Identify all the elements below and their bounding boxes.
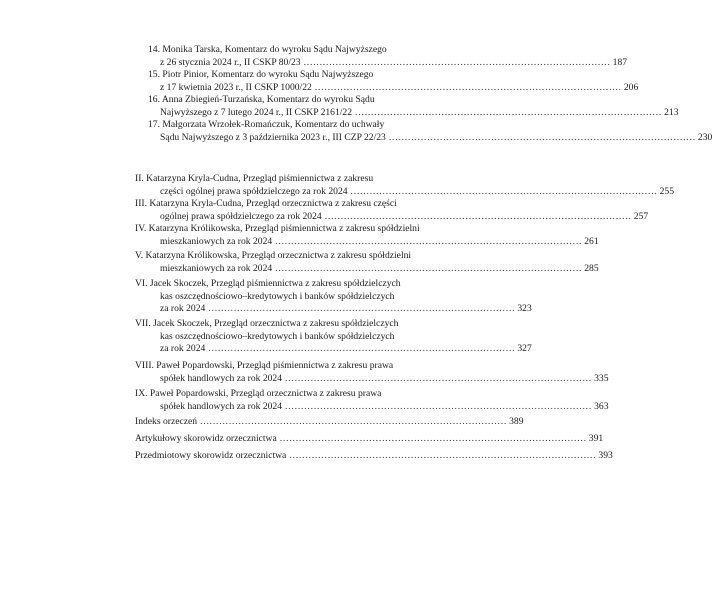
toc-page-number: 327 — [517, 343, 532, 354]
toc-entry-text: Najwyższego z 7 lutego 2024 r., II CSKP 2161/22 — [160, 106, 353, 118]
toc-entry-title: IX. Paweł Popardowski, Przegląd orzecznictwa z zakresu prawa — [135, 388, 382, 399]
toc-entry-17[interactable] — [148, 119, 712, 144]
toc-page-number: 363 — [594, 400, 609, 412]
toc-entry-14[interactable] — [148, 44, 628, 69]
dot-leader: ................................................................................................ — [285, 372, 593, 384]
toc-entry-III[interactable] — [135, 198, 649, 223]
toc-entry-IV[interactable] — [135, 223, 599, 248]
toc-entry-title: IV. Katarzyna Królikowska, Przegląd piśmiennictwa z zakresu spółdzielni — [135, 223, 420, 234]
toc-entry-last-line — [135, 433, 604, 446]
toc-entry-text: mieszkaniowych za rok 2024 — [160, 235, 273, 247]
toc-entry-last-line — [135, 185, 674, 199]
toc-entry-last-line — [135, 372, 609, 386]
toc-entry-article-index[interactable] — [135, 433, 604, 446]
toc-entry-VI[interactable] — [135, 278, 532, 316]
toc-page-number: 393 — [598, 450, 613, 461]
dot-leader: ................................................................................................ — [275, 262, 583, 274]
toc-page-number: 213 — [664, 106, 679, 118]
dot-leader: ................................................................................................ — [388, 131, 696, 143]
toc-entry-text: Przedmiotowy skorowidz orzecznictwa — [135, 450, 287, 461]
toc-entry-last-line — [148, 106, 679, 120]
toc-entry-text: mieszkaniowych za rok 2024 — [160, 262, 273, 274]
toc-entry-last-line — [135, 262, 599, 276]
dot-leader: ................................................................................................ — [275, 235, 583, 247]
toc-entry-text: spółek handlowych za rok 2024 — [160, 372, 283, 384]
toc-entry-last-line — [135, 400, 609, 414]
toc-entry-title: VI. Jacek Skoczek, Przegląd piśmiennictwa z zakresu spółdzielczych — [135, 278, 401, 289]
toc-entry-text: części ogólnej prawa spółdzielczego za rok 2024 — [160, 185, 348, 197]
toc-entry-last-line — [148, 56, 628, 70]
toc-page-number: 335 — [594, 372, 609, 384]
dot-leader: ................................................................................................ — [200, 416, 508, 427]
dot-leader: ................................................................................................ — [324, 210, 632, 222]
toc-entry-II[interactable] — [135, 173, 674, 198]
toc-entry-text: spółek handlowych za rok 2024 — [160, 400, 283, 412]
toc-entry-title-continued: kas oszczędnościowo–kredytowych i banków spółdzielczych — [160, 290, 395, 302]
toc-entry-text: Sądu Najwyższego z 3 października 2023 r., III CZP 22/23 — [160, 131, 386, 143]
toc-entry-title-continued: kas oszczędnościowo–kredytowych i banków spółdzielczych — [160, 330, 395, 342]
toc-page-number: 206 — [623, 81, 639, 93]
toc-entry-15[interactable] — [148, 69, 639, 94]
toc-page-number: 391 — [588, 433, 604, 444]
dot-leader: ................................................................................................ — [208, 303, 516, 314]
toc-page-number: 389 — [509, 416, 524, 427]
toc-entry-last-line — [135, 235, 599, 249]
toc-entry-title: VII. Jacek Skoczek, Przegląd orzecznictwa z zakresu spółdzielczych — [135, 318, 399, 329]
toc-entry-last-line — [135, 343, 532, 356]
toc-entry-last-line — [135, 303, 532, 316]
toc-entry-index[interactable] — [135, 416, 524, 429]
toc-page-number: 255 — [659, 185, 674, 197]
toc-entry-last-line — [135, 210, 649, 224]
toc-entry-title: 14. Monika Tarska, Komentarz do wyroku Sądu Najwyższego — [148, 44, 387, 55]
dot-leader: ................................................................................................ — [303, 56, 611, 68]
toc-entry-text: za rok 2024 — [160, 343, 206, 354]
toc-entry-title: V. Katarzyna Królikowska, Przegląd orzecznictwa z zakresu spółdzielni — [135, 250, 412, 261]
toc-entry-title: 15. Piotr Pinior, Komentarz do wyroku Sądu Najwyższego — [148, 69, 374, 80]
toc-page-number: 187 — [612, 56, 628, 68]
toc-entry-VIII[interactable] — [135, 360, 609, 385]
toc-entry-title: III. Katarzyna Kryla-Cudna, Przegląd orzecznictwa z zakresu części — [135, 198, 397, 209]
toc-entry-title: II. Katarzyna Kryla-Cudna, Przegląd piśmiennictwa z zakresu — [135, 173, 374, 184]
toc-entry-last-line — [148, 131, 712, 145]
dot-leader: ................................................................................................ — [314, 81, 622, 93]
toc-page-number: 285 — [584, 262, 599, 274]
toc-entry-text: z 26 stycznia 2024 r., II CSKP 80/23 — [160, 56, 301, 68]
toc-entry-text: ogólnej prawa spółdzielczego za rok 2024 — [160, 210, 322, 222]
toc-entry-last-line — [148, 81, 639, 95]
toc-entry-title: 16. Anna Zbiegień-Turzańska, Komentarz do wyroku Sądu — [148, 94, 375, 105]
dot-leader: ................................................................................................ — [355, 106, 663, 118]
dot-leader: ................................................................................................ — [279, 433, 587, 444]
dot-leader: ................................................................................................ — [350, 185, 658, 197]
dot-leader: ................................................................................................ — [289, 450, 597, 461]
toc-entry-text: za rok 2024 — [160, 303, 206, 314]
toc-entry-IX[interactable] — [135, 388, 609, 413]
toc-entry-title: 17. Małgorzata Wrzołek-Romańczuk, Komentarz do uchwały — [148, 119, 385, 130]
dot-leader: ................................................................................................ — [208, 343, 516, 354]
toc-page-number: 261 — [584, 235, 599, 247]
toc-page-number: 257 — [633, 210, 649, 222]
toc-entry-text: z 17 kwietnia 2023 r., II CSKP 1000/22 — [160, 81, 312, 93]
toc-page-number: 230 — [697, 131, 712, 143]
toc-entry-VII[interactable] — [135, 318, 532, 356]
toc-page-number: 323 — [517, 303, 532, 314]
toc-entry-last-line — [135, 416, 524, 429]
toc-entry-title: VIII. Paweł Popardowski, Przegląd piśmiennictwa z zakresu prawa — [135, 360, 394, 371]
toc-entry-last-line — [135, 450, 613, 463]
toc-entry-V[interactable] — [135, 250, 599, 275]
toc-entry-text: Indeks orzeczeń — [135, 416, 198, 427]
toc-entry-16[interactable] — [148, 94, 679, 119]
toc-entry-subject-index[interactable] — [135, 450, 613, 463]
toc-entry-text: Artykułowy skorowidz orzecznictwa — [135, 433, 277, 444]
dot-leader: ................................................................................................ — [285, 400, 593, 412]
